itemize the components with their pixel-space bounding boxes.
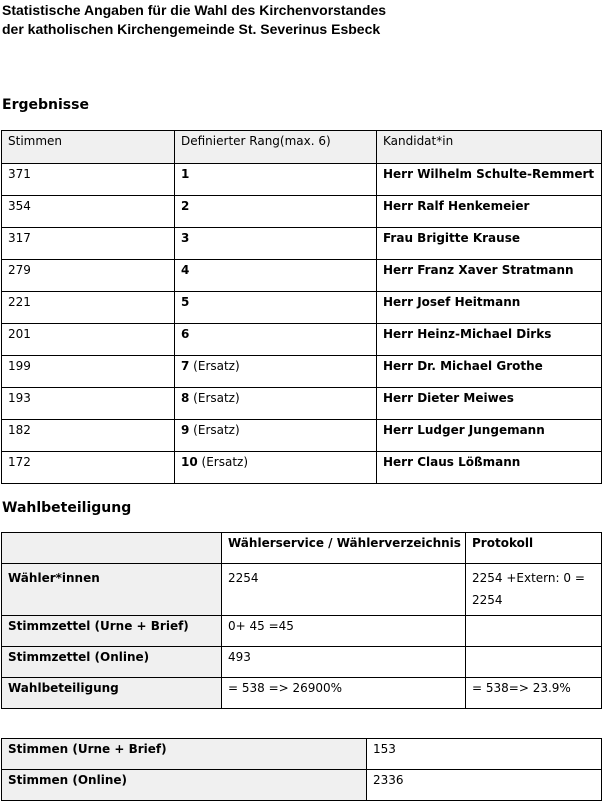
column-header-service: Wählerservice / Wählerverzeichnis (222, 533, 466, 564)
candidate-cell: Herr Franz Xaver Stratmann (377, 260, 602, 292)
service-cell: 0+ 45 =45 (222, 616, 466, 647)
rank-number: 2 (181, 199, 190, 213)
table-row (2, 164, 602, 196)
candidate-cell: Frau Brigitte Krause (377, 228, 602, 260)
candidate-cell: Herr Claus Lößmann (377, 452, 602, 484)
rank-number: 8 (181, 391, 190, 405)
rank-cell (175, 452, 377, 484)
results-heading: Ergebnisse (2, 97, 89, 113)
row-label: Stimmzettel (Urne + Brief) (2, 616, 222, 647)
rank-cell (175, 388, 377, 420)
protocol-cell (466, 647, 602, 678)
table-row (2, 770, 602, 801)
rank-note: (Ersatz) (189, 359, 240, 373)
protocol-cell (466, 616, 602, 647)
turnout-header-row (2, 533, 602, 564)
table-row (2, 452, 602, 484)
service-cell: 2254 (222, 564, 466, 616)
rank-number: 5 (181, 295, 190, 309)
value-cell: 2336 (367, 770, 602, 801)
turnout-heading: Wahlbeteiligung (2, 500, 132, 516)
candidate-cell: Herr Heinz-Michael Dirks (377, 324, 602, 356)
results-header-row (2, 131, 602, 164)
row-label: Stimmen (Urne + Brief) (2, 739, 367, 770)
rank-note: (Ersatz) (197, 455, 249, 469)
table-row (2, 678, 602, 709)
rank-number: 6 (181, 327, 190, 341)
table-row (2, 739, 602, 770)
votes-cell: 221 (2, 292, 175, 324)
rank-number: 9 (181, 423, 190, 437)
service-cell: = 538 => 26900% (222, 678, 466, 709)
rank-cell (175, 356, 377, 388)
table-row (2, 196, 602, 228)
table-row (2, 292, 602, 324)
table-row (2, 564, 602, 616)
column-header-rank: Definierter Rang(max. 6) (175, 131, 377, 164)
votes-cell: 371 (2, 164, 175, 196)
table-row (2, 420, 602, 452)
row-label: Wahlbeteiligung (2, 678, 222, 709)
table-row (2, 647, 602, 678)
value-cell: 153 (367, 739, 602, 770)
votes-cell: 279 (2, 260, 175, 292)
turnout-table (1, 532, 602, 709)
results-table (1, 130, 602, 484)
rank-note: (Ersatz) (189, 423, 240, 437)
row-label: Wähler*innen (2, 564, 222, 616)
votes-cell: 317 (2, 228, 175, 260)
votes-cell: 354 (2, 196, 175, 228)
title-line-1: Statistische Angaben für die Wahl des Kirchenvorstandes (2, 2, 387, 18)
rank-cell (175, 260, 377, 292)
rank-number: 10 (181, 455, 198, 469)
protocol-cell: = 538=> 23.9% (466, 678, 602, 709)
column-header-empty (2, 533, 222, 564)
rank-cell (175, 324, 377, 356)
rank-number: 1 (181, 167, 190, 181)
votes-cell: 182 (2, 420, 175, 452)
column-header-protocol: Protokoll (466, 533, 602, 564)
candidate-cell: Herr Josef Heitmann (377, 292, 602, 324)
rank-cell (175, 292, 377, 324)
rank-cell (175, 196, 377, 228)
candidate-cell: Herr Dr. Michael Grothe (377, 356, 602, 388)
column-header-candidate: Kandidat*in (377, 131, 602, 164)
candidate-cell: Herr Ludger Jungemann (377, 420, 602, 452)
service-cell: 493 (222, 647, 466, 678)
table-row (2, 228, 602, 260)
votes-cell: 201 (2, 324, 175, 356)
title-line-2: der katholischen Kirchengemeinde St. Severinus Esbeck (2, 21, 381, 37)
document-title (2, 1, 386, 39)
candidate-cell: Herr Wilhelm Schulte-Remmert (377, 164, 602, 196)
rank-cell (175, 228, 377, 260)
votes-cell: 172 (2, 452, 175, 484)
votes-cell: 193 (2, 388, 175, 420)
table-row (2, 260, 602, 292)
table-row (2, 616, 602, 647)
table-row (2, 356, 602, 388)
votes-cell: 199 (2, 356, 175, 388)
column-header-votes: Stimmen (2, 131, 175, 164)
rank-cell (175, 164, 377, 196)
votes-summary-table (1, 738, 602, 801)
table-row (2, 324, 602, 356)
rank-number: 4 (181, 263, 190, 277)
row-label: Stimmen (Online) (2, 770, 367, 801)
rank-number: 7 (181, 359, 190, 373)
rank-number: 3 (181, 231, 190, 245)
candidate-cell: Herr Ralf Henkemeier (377, 196, 602, 228)
table-row (2, 388, 602, 420)
protocol-cell: 2254 +Extern: 0 = 2254 (466, 564, 602, 616)
rank-cell (175, 420, 377, 452)
row-label: Stimmzettel (Online) (2, 647, 222, 678)
rank-note: (Ersatz) (189, 391, 240, 405)
candidate-cell: Herr Dieter Meiwes (377, 388, 602, 420)
